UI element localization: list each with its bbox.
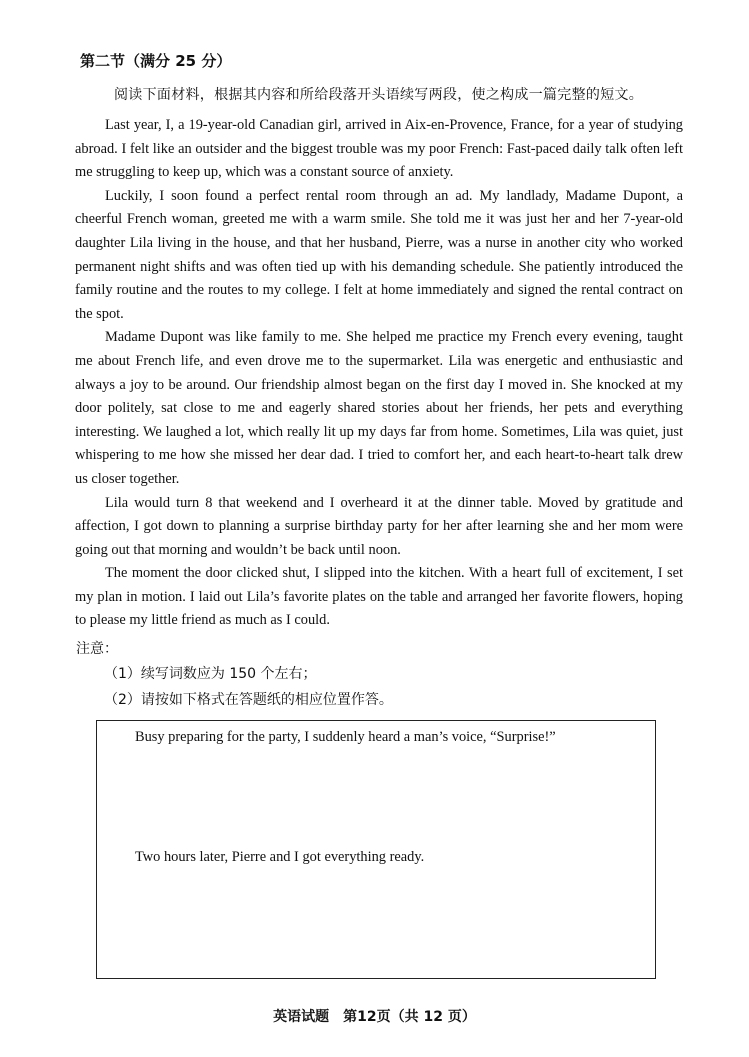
- continuation-prompt-1: Busy preparing for the party, I suddenly heard a man’s voice, “Surprise!”: [135, 729, 556, 745]
- reading-passage: [75, 114, 683, 633]
- passage-paragraph-3: Madame Dupont was like family to me. She helped me practice my French every evening, taught me about French life, and even drove me to the supermarket. Lila was energetic and enthusiastic and always a joy to be around. Our friendship almost began on the first day I moved in. She knocked at my door politely, sat close to me and eagerly shared stories about her friends, her pets and everything interesting. We laughed a lot, which really lit up my days far from home. Sometimes, Lila was quiet, just whispering to me how she missed her dear dad. I tried to comfort her, and each heart-to-heart talk drew us closer together.: [75, 329, 683, 487]
- notes-section: [76, 637, 676, 713]
- notes-label: 注意：: [76, 641, 118, 657]
- instruction-text: 阅读下面材料，根据其内容和所给段落开头语续写两段，使之构成一篇完整的短文。: [114, 87, 644, 103]
- answer-box: [96, 720, 656, 979]
- passage-paragraph-4: Lila would turn 8 that weekend and I overheard it at the dinner table. Moved by gratitude and affection, I got down to planning a surprise birthday party for her after learning she and her mom were going out that morning and wouldn’t be back until noon.: [75, 494, 683, 558]
- passage-paragraph-5: The moment the door clicked shut, I slipped into the kitchen. With a heart full of excitement, I set my plan in motion. I laid out Lila’s favorite plates on the table and arranged her favorite flowers, hoping to please my little friend as much as I could.: [75, 565, 683, 629]
- page-footer: 英语试题 第12页（共 12 页）: [273, 1009, 476, 1025]
- passage-paragraph-2: Luckily, I soon found a perfect rental room through an ad. My landlady, Madame Dupont, a cheerful French woman, greeted me with a warm smile. She told me it was just her and her 7-year-old daughter Lila living in the house, and that her husband, Pierre, was a nurse in another city who worked permanent night shifts and was often tied up with his demanding schedule. She patiently introduced the family routine and the routes to my college. I felt at home immediately and signed the rental contract on the spot.: [75, 187, 683, 322]
- note-item-1: （1）续写词数应为 150 个左右；: [104, 666, 317, 682]
- section-title: 第二节（满分 25 分）: [80, 52, 232, 70]
- note-item-2: （2）请按如下格式在答题纸的相应位置作答。: [104, 692, 393, 708]
- continuation-prompt-2: Two hours later, Pierre and I got everything ready.: [135, 849, 425, 865]
- passage-paragraph-1: Last year, I, a 19-year-old Canadian girl, arrived in Aix-en-Provence, France, for a year of studying abroad. I felt like an outsider and the biggest trouble was my poor French: Fast-paced daily talk often left me struggling to keep up, which was a constant source of anxiety.: [75, 117, 683, 181]
